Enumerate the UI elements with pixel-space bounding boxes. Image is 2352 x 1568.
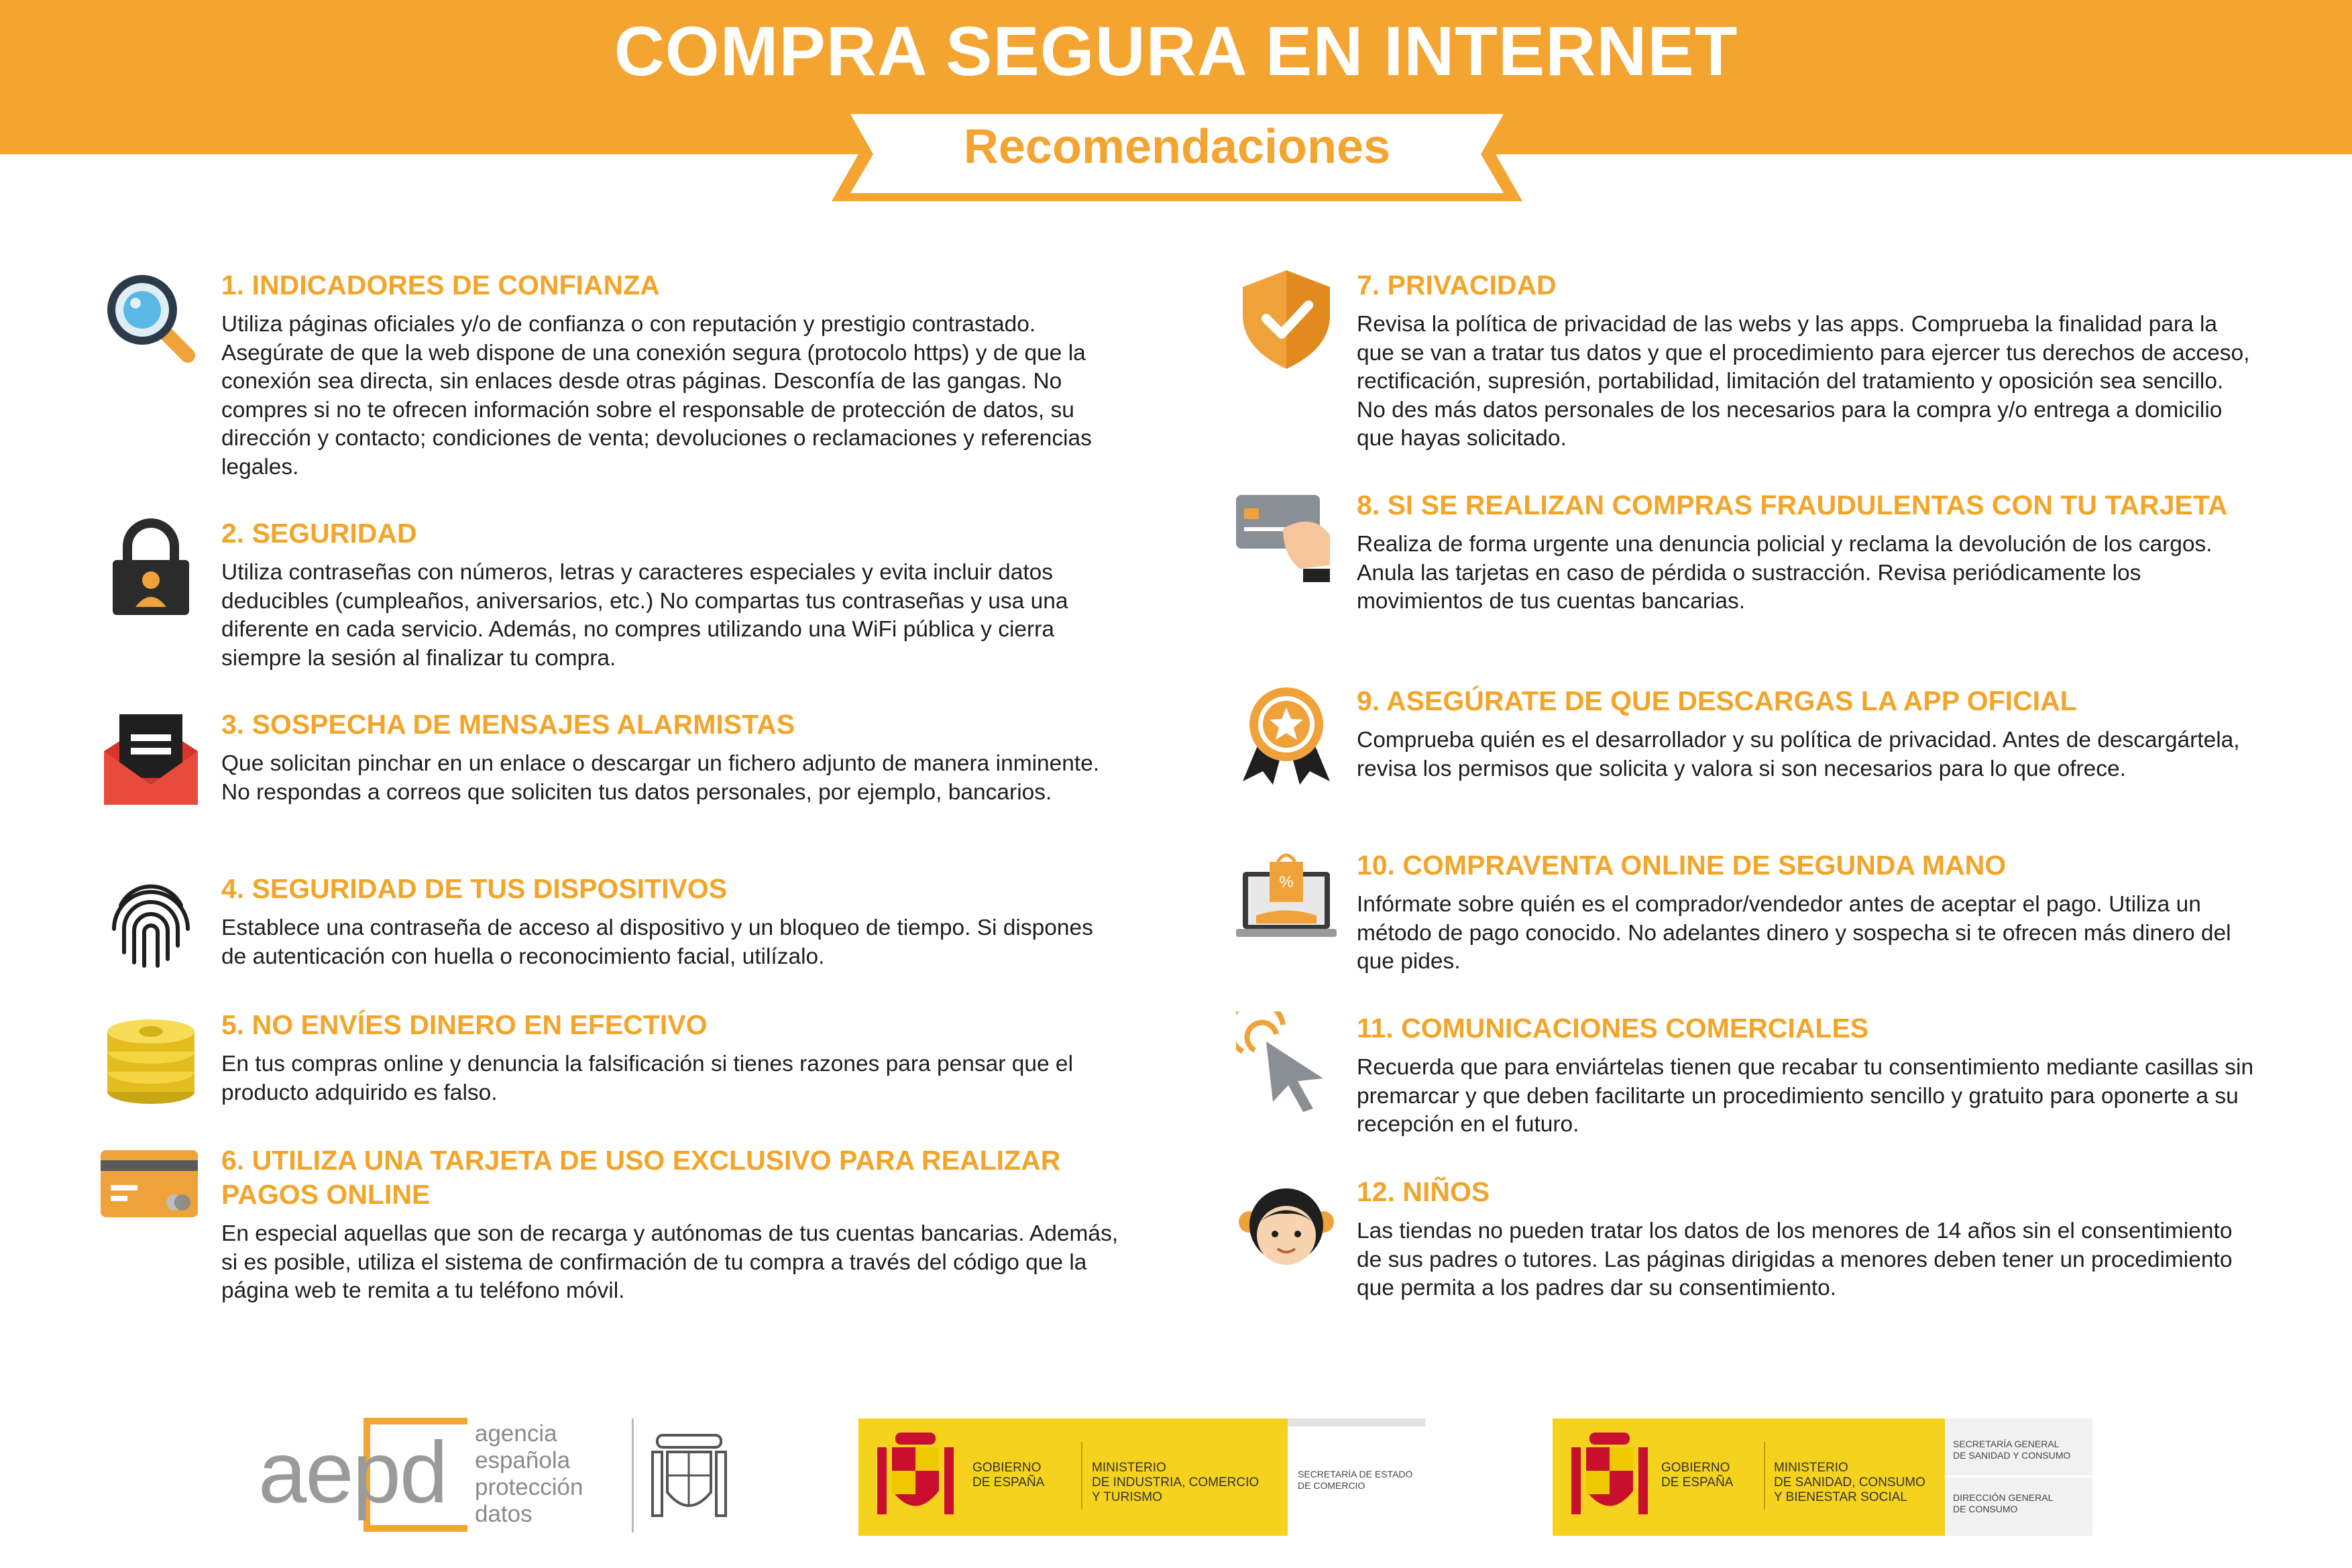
- child-face-icon: [1236, 1175, 1337, 1276]
- fingerprint-icon: [101, 872, 201, 972]
- envelope-icon: [101, 708, 201, 808]
- gov-separator: [1081, 1442, 1082, 1509]
- item-title: 6. UTILIZA UNA TARJETA DE USO EXCLUSIVO PARA REALIZAR PAGOS ONLINE: [221, 1145, 1061, 1210]
- svg-text:%: %: [1279, 873, 1294, 891]
- item-title: 2. SEGURIDAD: [221, 518, 417, 549]
- item-text: Infórmate sobre quién es el comprador/vendedor antes de aceptar el pago. Utiliza un método de pago conocido. No adelantes dinero y sospecha si te ofrecen más dinero del que pides.: [1357, 892, 2231, 974]
- item-text: Las tiendas no pueden tratar los datos de los menores de 14 años sin el consentimiento de sus padres o tutores. Las páginas dirigidas a menores deben tener un procedimiento que permita a los padres dar su consentimiento.: [1357, 1219, 2233, 1300]
- item-title: 12. NIÑOS: [1357, 1176, 1490, 1207]
- gov-name: GOBIERNO DE ESPAÑA: [1661, 1461, 1734, 1490]
- shield-check-icon: [1236, 268, 1337, 369]
- item-text: En tus compras online y denuncia la falsificación si tienes razones para pensar que el producto adquirido es falso.: [221, 1052, 1074, 1105]
- ministry-name: MINISTERIO DE SANIDAD, CONSUMO Y BIENESTAR SOCIAL: [1774, 1461, 1925, 1504]
- item-title: 4. SEGURIDAD DE TUS DISPOSITIVOS: [221, 873, 728, 904]
- gov-panel-divider: [1945, 1475, 2092, 1477]
- secretariat-name: SECRETARÍA GENERAL DE SANIDAD Y CONSUMO: [1953, 1439, 2071, 1461]
- gov-name: GOBIERNO DE ESPAÑA: [972, 1461, 1045, 1490]
- item-text: Realiza de forma urgente una denuncia policial y reclama la devolución de los cargos. Anula las tarjetas en caso de pérdida o sustracción. Revisa periódicamente los movimientos de tus cuentas bancarias.: [1357, 532, 2213, 614]
- spain-arms-icon: [1566, 1427, 1653, 1528]
- item-text: En especial aquellas que son de recarga y autónomas de tus cuentas bancarias. Además, si es posible, utiliza el sistema de confirmación de tu compra a través del código que la página web te remita a tu teléfono móvil.: [221, 1221, 1119, 1303]
- item-text: Recuerda que para enviártelas tienen que recabar tu consentimiento mediante casillas sin premarcar y que deben facilitarte un procedimiento sencillo y gratuito para oponerte a su recepción en el futuro.: [1357, 1055, 2254, 1137]
- page-subtitle: Recomendaciones: [963, 120, 1391, 174]
- badge-star-icon: [1236, 684, 1337, 785]
- item-text: Comprueba quién es el desarrollador y su política de privacidad. Antes de descargártela, revisa los permisos que solicita y valora si son necesarios para lo que ofrece.: [1357, 728, 2240, 781]
- aepd-line-2: española: [475, 1447, 571, 1473]
- item-text: Establece una contraseña de acceso al dispositivo y un bloqueo de tiempo. Si dispones de autenticación con huella o reconocimiento facial, utilízalo.: [221, 915, 1093, 969]
- secretariat-name: SECRETARÍA DE ESTADO DE COMERCIO: [1298, 1469, 1413, 1491]
- ministry-name: MINISTERIO DE INDUSTRIA, COMERCIO Y TURISMO: [1092, 1461, 1259, 1504]
- aepd-line-3: protección: [475, 1474, 583, 1500]
- magnifier-icon: [101, 268, 201, 369]
- directorate-name: DIRECCIÓN GENERAL DE CONSUMO: [1953, 1492, 2054, 1514]
- item-title: 1. INDICADORES DE CONFIANZA: [221, 270, 660, 300]
- item-text: Utiliza contraseñas con números, letras y caracteres especiales y evita incluir datos deducibles (cumpleaños, aniversarios, etc.) No compartas tus contraseñas y usa una diferente en cada servicio. Además, no compres utilizando una WiFi pública y cierra siempre la sesión al finalizar tu compra.: [221, 560, 1068, 671]
- padlock-icon: [101, 516, 201, 617]
- item-text: Que solicitan pinchar en un enlace o descargar un fichero adjunto de manera inminente. No respondas a correos que soliciten tus datos personales, por ejemplo, bancarios.: [221, 751, 1100, 805]
- item-text: Revisa la política de privacidad de las webs y las apps. Comprueba la finalidad para la que se van a tratar tus datos y que el procedimiento para ejercer tus derechos de acceso, rectificación, supresión, portabilidad, limitación del tratamiento y oposición sea sencillo. No des más datos personales de los necesarios para la compra y/o entrega a domicilio que hayas solicitado.: [1357, 312, 2250, 451]
- logo-divider: [632, 1418, 634, 1532]
- coat-of-arms-icon: [647, 1429, 731, 1522]
- spain-arms-icon: [872, 1427, 959, 1528]
- page-title: COMPRA SEGURA EN INTERNET: [614, 13, 1738, 91]
- item-title: 5. NO ENVÍES DINERO EN EFECTIVO: [221, 1009, 708, 1040]
- aepd-line-4: datos: [475, 1501, 533, 1527]
- gov-separator: [1764, 1442, 1765, 1509]
- hand-card-icon: [1236, 488, 1337, 589]
- item-title: 3. SOSPECHA DE MENSAJES ALARMISTAS: [221, 709, 795, 740]
- item-title: 7. PRIVACIDAD: [1357, 270, 1557, 300]
- item-title: 11. COMUNICACIONES COMERCIALES: [1357, 1013, 1869, 1044]
- aepd-mark: aepd: [258, 1423, 447, 1521]
- cursor-click-icon: [1236, 1011, 1337, 1112]
- item-title: 10. COMPRAVENTA ONLINE DE SEGUNDA MANO: [1357, 850, 2007, 881]
- item-text: Utiliza páginas oficiales y/o de confianza o con reputación y prestigio contrastado. Asegúrate de que la web dispone de una conexión segura (protocolo https) y de que la conexión sea directa, sin enlaces desde otras páginas. Desconfía de las gangas. No compres si no te ofrecen información sobre el responsable de protección de datos, su dirección y contacto; condiciones de venta; devoluciones o reclamaciones y referencias legales.: [221, 312, 1092, 480]
- item-title: 9. ASEGÚRATE DE QUE DESCARGAS LA APP OFICIAL: [1357, 685, 2077, 716]
- credit-card-icon: [101, 1143, 201, 1244]
- coins-icon: [101, 1008, 201, 1109]
- laptop-bag-icon: [1236, 848, 1337, 949]
- gov-grey-strip: [1288, 1418, 1425, 1426]
- aepd-line-1: agencia: [475, 1420, 557, 1447]
- item-title: 8. SI SE REALIZAN COMPRAS FRAUDULENTAS CON TU TARJETA: [1357, 490, 2228, 520]
